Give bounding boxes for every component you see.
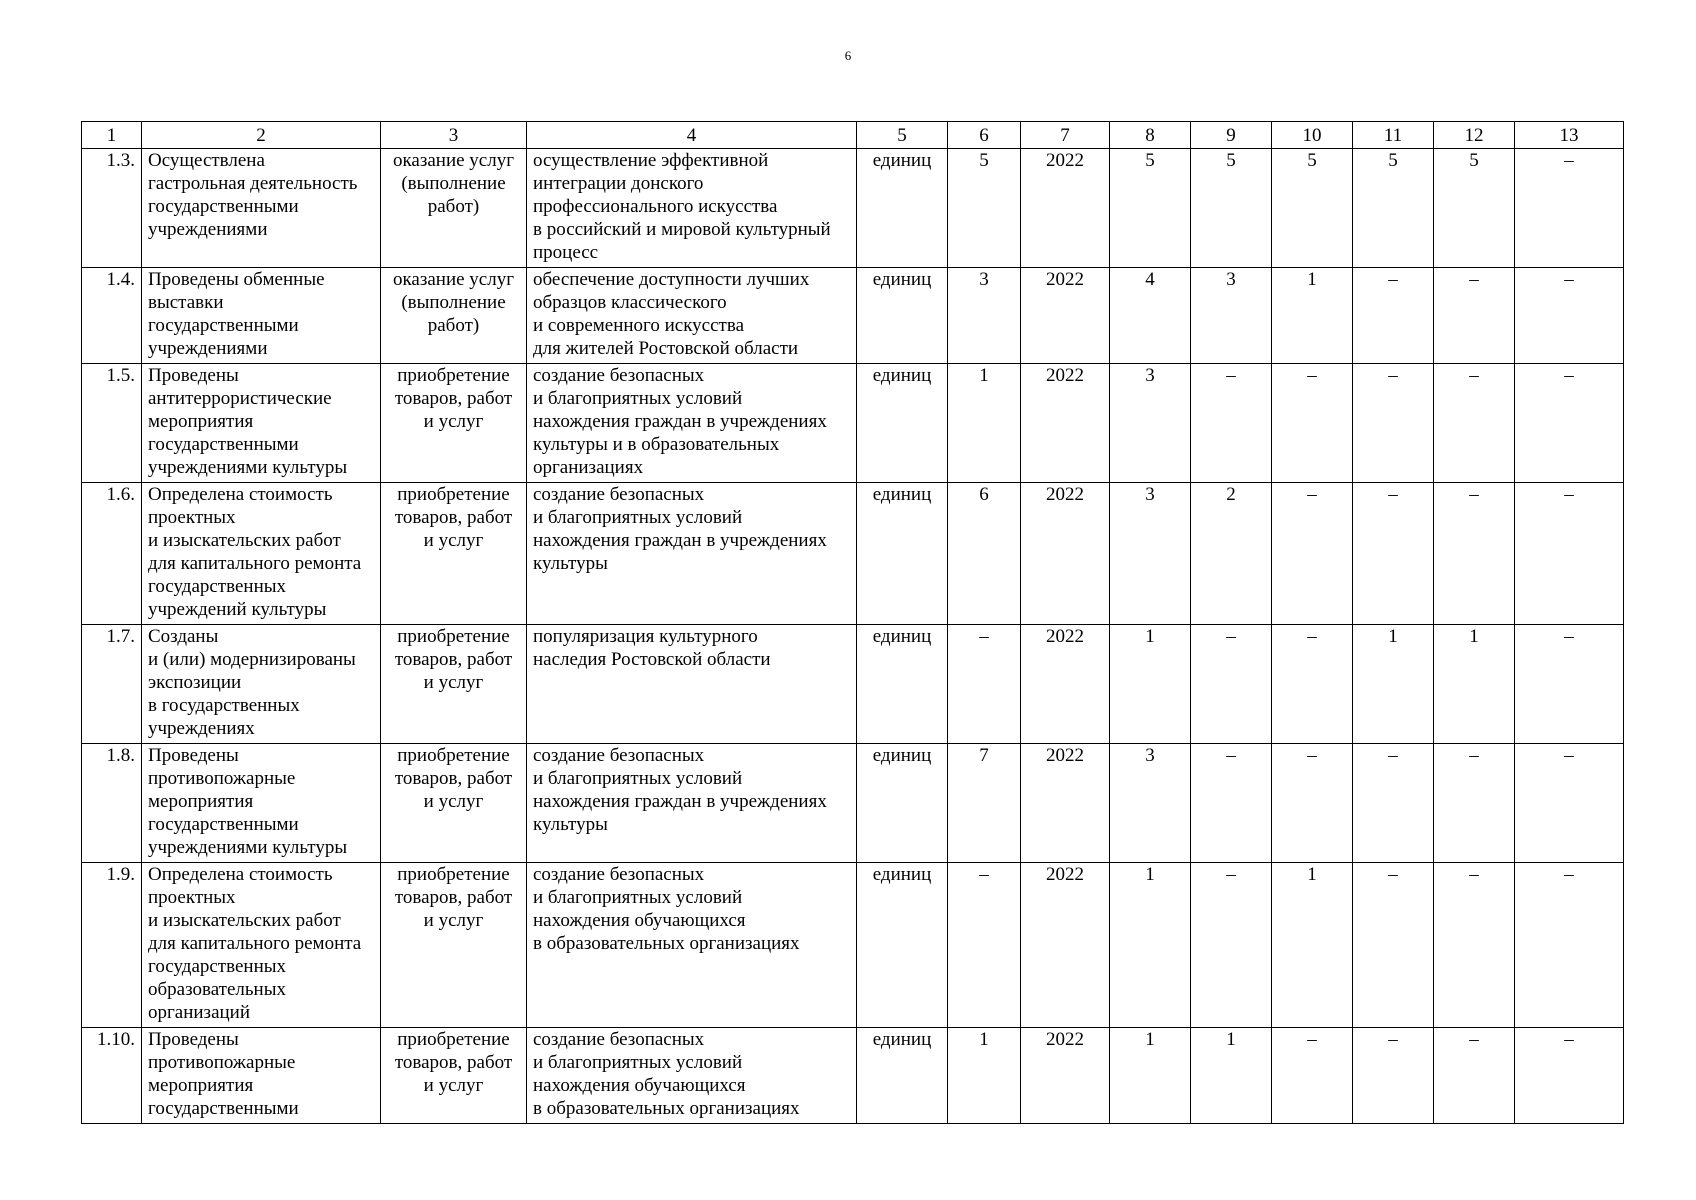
table-row [82, 863, 1624, 1028]
result-name-cell-line: учреждениях [148, 718, 255, 739]
value-cell-8: 1 [1110, 863, 1191, 1028]
value-cell-8: 3 [1110, 483, 1191, 625]
table-body [82, 149, 1624, 1124]
result-name-cell-line: проектных [148, 887, 236, 908]
value-cell-6: 6 [948, 483, 1021, 625]
result-name-cell-line: и изыскательских работ [148, 910, 341, 931]
value-cell-10: – [1272, 625, 1353, 744]
column-header-10: 10 [1272, 122, 1353, 149]
result-description-cell-line: в российский и мировой культурный [533, 219, 831, 240]
result-type-cell-line: и услуг [423, 672, 484, 693]
result-type-cell [381, 625, 527, 744]
row-number-cell: 1.9. [82, 863, 142, 1028]
value-cell-8: 3 [1110, 364, 1191, 483]
result-name-cell-line: организаций [148, 1002, 251, 1023]
unit-cell: единиц [857, 149, 948, 268]
result-name-cell-line: для капитального ремонта [148, 553, 362, 574]
result-name-cell-line: противопожарные [148, 768, 296, 789]
result-name-cell [142, 863, 381, 1028]
result-name-cell-line: государственных [148, 576, 287, 597]
value-cell-10: – [1272, 744, 1353, 863]
result-description-cell-line: в образовательных организациях [533, 933, 800, 954]
result-description-cell [527, 483, 857, 625]
value-cell-13: – [1515, 364, 1624, 483]
value-cell-6: – [948, 625, 1021, 744]
result-name-cell-line: антитеррористические [148, 388, 332, 409]
result-name-cell-line: для капитального ремонта [148, 933, 362, 954]
result-type-cell-line: и услуг [423, 411, 484, 432]
header-row [82, 122, 1624, 149]
result-name-cell-line: и изыскательских работ [148, 530, 341, 551]
value-cell-13: – [1515, 268, 1624, 364]
result-description-cell [527, 1028, 857, 1124]
value-cell-10: – [1272, 483, 1353, 625]
result-description-cell [527, 863, 857, 1028]
value-cell-9: 1 [1191, 1028, 1272, 1124]
result-description-cell-line: профессионального искусства [533, 196, 778, 217]
result-description-cell [527, 744, 857, 863]
result-name-cell-line: гастрольная деятельность [148, 173, 358, 194]
column-header-13: 13 [1515, 122, 1624, 149]
row-number-cell: 1.5. [82, 364, 142, 483]
result-type-cell-line: товаров, работ [394, 649, 513, 670]
result-description-cell [527, 149, 857, 268]
value-cell-8: 5 [1110, 149, 1191, 268]
value-cell-12: 1 [1434, 625, 1515, 744]
table-row [82, 625, 1624, 744]
row-number-cell: 1.8. [82, 744, 142, 863]
result-name-cell-line: Проведены обменные [148, 269, 325, 290]
result-type-cell-line: и услуг [423, 910, 484, 931]
value-cell-12: – [1434, 863, 1515, 1028]
result-name-cell-line: государственными [148, 434, 299, 455]
value-cell-10: 1 [1272, 268, 1353, 364]
result-description-cell-line: в образовательных организациях [533, 1098, 800, 1119]
value-cell-7: 2022 [1021, 483, 1110, 625]
result-type-cell-line: и услуг [423, 1075, 484, 1096]
value-cell-9: – [1191, 863, 1272, 1028]
result-type-cell-line: оказание услуг [392, 150, 515, 171]
result-name-cell-line: государственными [148, 315, 299, 336]
value-cell-6: 1 [948, 1028, 1021, 1124]
value-cell-8: 1 [1110, 1028, 1191, 1124]
value-cell-10: 1 [1272, 863, 1353, 1028]
value-cell-12: – [1434, 744, 1515, 863]
result-name-cell-line: Определена стоимость [148, 484, 333, 505]
value-cell-13: – [1515, 625, 1624, 744]
result-type-cell-line: и услуг [423, 791, 484, 812]
unit-cell: единиц [857, 483, 948, 625]
result-description-cell-line: нахождения обучающихся [533, 910, 746, 931]
table-row [82, 744, 1624, 863]
result-type-cell-line: приобретение [397, 365, 510, 386]
column-header-6: 6 [948, 122, 1021, 149]
value-cell-10: 5 [1272, 149, 1353, 268]
result-type-cell-line: приобретение [397, 1029, 510, 1050]
result-description-cell [527, 625, 857, 744]
value-cell-12: – [1434, 268, 1515, 364]
result-description-cell-line: создание безопасных [533, 864, 705, 885]
row-number-cell: 1.4. [82, 268, 142, 364]
unit-cell: единиц [857, 625, 948, 744]
row-number-cell: 1.10. [82, 1028, 142, 1124]
result-description-cell-line: создание безопасных [533, 745, 705, 766]
table-row [82, 364, 1624, 483]
value-cell-7: 2022 [1021, 863, 1110, 1028]
value-cell-6: – [948, 863, 1021, 1028]
result-type-cell [381, 744, 527, 863]
value-cell-10: – [1272, 364, 1353, 483]
column-header-1: 1 [82, 122, 142, 149]
result-type-cell-line: работ) [427, 315, 480, 336]
result-type-cell-line: приобретение [397, 745, 510, 766]
result-description-cell-line: наследия Ростовской области [533, 649, 771, 670]
result-description-cell-line: культуры [533, 814, 608, 835]
value-cell-12: 5 [1434, 149, 1515, 268]
result-description-cell-line: и современного искусства [533, 315, 745, 336]
result-description-cell-line: процесс [533, 242, 599, 263]
result-description-cell-line: нахождения граждан в учреждениях [533, 791, 827, 812]
value-cell-10: – [1272, 1028, 1353, 1124]
result-type-cell [381, 268, 527, 364]
result-description-cell-line: культуры и в образовательных [533, 434, 780, 455]
column-header-3: 3 [381, 122, 527, 149]
result-type-cell-line: товаров, работ [394, 768, 513, 789]
column-header-12: 12 [1434, 122, 1515, 149]
value-cell-6: 5 [948, 149, 1021, 268]
value-cell-8: 4 [1110, 268, 1191, 364]
page-number: 6 [844, 48, 852, 63]
result-type-cell [381, 483, 527, 625]
column-header-2: 2 [142, 122, 381, 149]
result-name-cell [142, 1028, 381, 1124]
result-description-cell-line: и благоприятных условий [533, 887, 743, 908]
result-name-cell-line: учреждениями культуры [148, 457, 348, 478]
result-name-cell [142, 744, 381, 863]
result-name-cell-line: в государственных [148, 695, 300, 716]
value-cell-12: – [1434, 483, 1515, 625]
result-description-cell-line: и благоприятных условий [533, 768, 743, 789]
value-cell-12: – [1434, 1028, 1515, 1124]
value-cell-7: 2022 [1021, 149, 1110, 268]
result-description-cell-line: образцов классического [533, 292, 727, 313]
result-type-cell-line: приобретение [397, 864, 510, 885]
result-name-cell-line: учреждениями [148, 219, 268, 240]
value-cell-11: – [1353, 364, 1434, 483]
value-cell-13: – [1515, 483, 1624, 625]
value-cell-11: 1 [1353, 625, 1434, 744]
value-cell-6: 1 [948, 364, 1021, 483]
result-type-cell-line: работ) [427, 196, 480, 217]
result-type-cell [381, 863, 527, 1028]
result-name-cell-line: и (или) модернизированы [148, 649, 356, 670]
value-cell-7: 2022 [1021, 364, 1110, 483]
result-name-cell-line: учреждениями [148, 338, 268, 359]
result-name-cell [142, 483, 381, 625]
result-description-cell-line: нахождения обучающихся [533, 1075, 746, 1096]
result-description-cell-line: культуры [533, 553, 608, 574]
value-cell-6: 3 [948, 268, 1021, 364]
result-description-cell-line: и благоприятных условий [533, 388, 743, 409]
result-name-cell-line: проектных [148, 507, 236, 528]
result-name-cell [142, 268, 381, 364]
row-number-cell: 1.7. [82, 625, 142, 744]
result-type-cell [381, 1028, 527, 1124]
result-description-cell [527, 364, 857, 483]
table-row [82, 149, 1624, 268]
unit-cell: единиц [857, 744, 948, 863]
value-cell-9: 3 [1191, 268, 1272, 364]
column-header-5: 5 [857, 122, 948, 149]
result-description-cell-line: нахождения граждан в учреждениях [533, 411, 827, 432]
value-cell-6: 7 [948, 744, 1021, 863]
value-cell-13: – [1515, 863, 1624, 1028]
result-description-cell-line: интеграции донского [533, 173, 704, 194]
table-row [82, 1028, 1624, 1124]
result-name-cell-line: Проведены [148, 1029, 239, 1050]
result-name-cell-line: Осуществлена [148, 150, 265, 171]
result-name-cell [142, 364, 381, 483]
result-type-cell-line: товаров, работ [394, 388, 513, 409]
result-type-cell-line: приобретение [397, 484, 510, 505]
result-name-cell [142, 625, 381, 744]
unit-cell: единиц [857, 1028, 948, 1124]
result-name-cell-line: Проведены [148, 365, 239, 386]
column-header-9: 9 [1191, 122, 1272, 149]
result-description-cell-line: популяризация культурного [533, 626, 758, 647]
value-cell-11: – [1353, 1028, 1434, 1124]
result-type-cell-line: и услуг [423, 530, 484, 551]
table-row [82, 268, 1624, 364]
value-cell-8: 1 [1110, 625, 1191, 744]
result-name-cell-line: Созданы [148, 626, 219, 647]
result-name-cell-line: экспозиции [148, 672, 242, 693]
result-type-cell-line: (выполнение [401, 292, 506, 313]
value-cell-13: – [1515, 1028, 1624, 1124]
value-cell-13: – [1515, 149, 1624, 268]
value-cell-12: – [1434, 364, 1515, 483]
unit-cell: единиц [857, 863, 948, 1028]
value-cell-11: – [1353, 863, 1434, 1028]
value-cell-11: – [1353, 268, 1434, 364]
result-type-cell-line: товаров, работ [394, 1052, 513, 1073]
result-name-cell-line: Определена стоимость [148, 864, 333, 885]
result-type-cell-line: товаров, работ [394, 507, 513, 528]
column-header-8: 8 [1110, 122, 1191, 149]
value-cell-13: – [1515, 744, 1624, 863]
result-description-cell-line: осуществление эффективной [533, 150, 769, 171]
result-name-cell-line: мероприятия [148, 411, 254, 432]
value-cell-11: 5 [1353, 149, 1434, 268]
row-number-cell: 1.3. [82, 149, 142, 268]
column-header-7: 7 [1021, 122, 1110, 149]
value-cell-9: 2 [1191, 483, 1272, 625]
row-number-cell: 1.6. [82, 483, 142, 625]
value-cell-11: – [1353, 483, 1434, 625]
document-table [81, 121, 1624, 1124]
result-name-cell-line: мероприятия [148, 791, 254, 812]
result-name-cell-line: противопожарные [148, 1052, 296, 1073]
result-description-cell-line: обеспечение доступности лучших [533, 269, 810, 290]
result-description-cell-line: нахождения граждан в учреждениях [533, 530, 827, 551]
value-cell-9: – [1191, 625, 1272, 744]
result-type-cell [381, 364, 527, 483]
value-cell-11: – [1353, 744, 1434, 863]
result-type-cell-line: товаров, работ [394, 887, 513, 908]
result-description-cell-line: и благоприятных условий [533, 507, 743, 528]
value-cell-7: 2022 [1021, 268, 1110, 364]
value-cell-7: 2022 [1021, 1028, 1110, 1124]
result-name-cell [142, 149, 381, 268]
result-name-cell-line: учреждений культуры [148, 599, 327, 620]
result-type-cell-line: приобретение [397, 626, 510, 647]
value-cell-9: – [1191, 744, 1272, 863]
unit-cell: единиц [857, 268, 948, 364]
result-description-cell [527, 268, 857, 364]
table-row [82, 483, 1624, 625]
result-name-cell-line: государственными [148, 814, 299, 835]
result-description-cell-line: создание безопасных [533, 365, 705, 386]
result-name-cell-line: государственных [148, 956, 287, 977]
result-description-cell-line: создание безопасных [533, 484, 705, 505]
result-type-cell [381, 149, 527, 268]
result-description-cell-line: организациях [533, 457, 644, 478]
result-type-cell-line: (выполнение [401, 173, 506, 194]
result-name-cell-line: образовательных [148, 979, 286, 1000]
value-cell-9: 5 [1191, 149, 1272, 268]
value-cell-7: 2022 [1021, 744, 1110, 863]
column-header-11: 11 [1353, 122, 1434, 149]
result-name-cell-line: государственными [148, 196, 299, 217]
result-type-cell-line: оказание услуг [392, 269, 515, 290]
value-cell-8: 3 [1110, 744, 1191, 863]
result-description-cell-line: для жителей Ростовской области [533, 338, 799, 359]
result-description-cell-line: создание безопасных [533, 1029, 705, 1050]
result-name-cell-line: мероприятия [148, 1075, 254, 1096]
unit-cell: единиц [857, 364, 948, 483]
value-cell-7: 2022 [1021, 625, 1110, 744]
result-name-cell-line: учреждениями культуры [148, 837, 348, 858]
result-name-cell-line: выставки [148, 292, 224, 313]
result-description-cell-line: и благоприятных условий [533, 1052, 743, 1073]
column-header-4: 4 [527, 122, 857, 149]
result-name-cell-line: Проведены [148, 745, 239, 766]
result-name-cell-line: государственными [148, 1098, 299, 1119]
value-cell-9: – [1191, 364, 1272, 483]
